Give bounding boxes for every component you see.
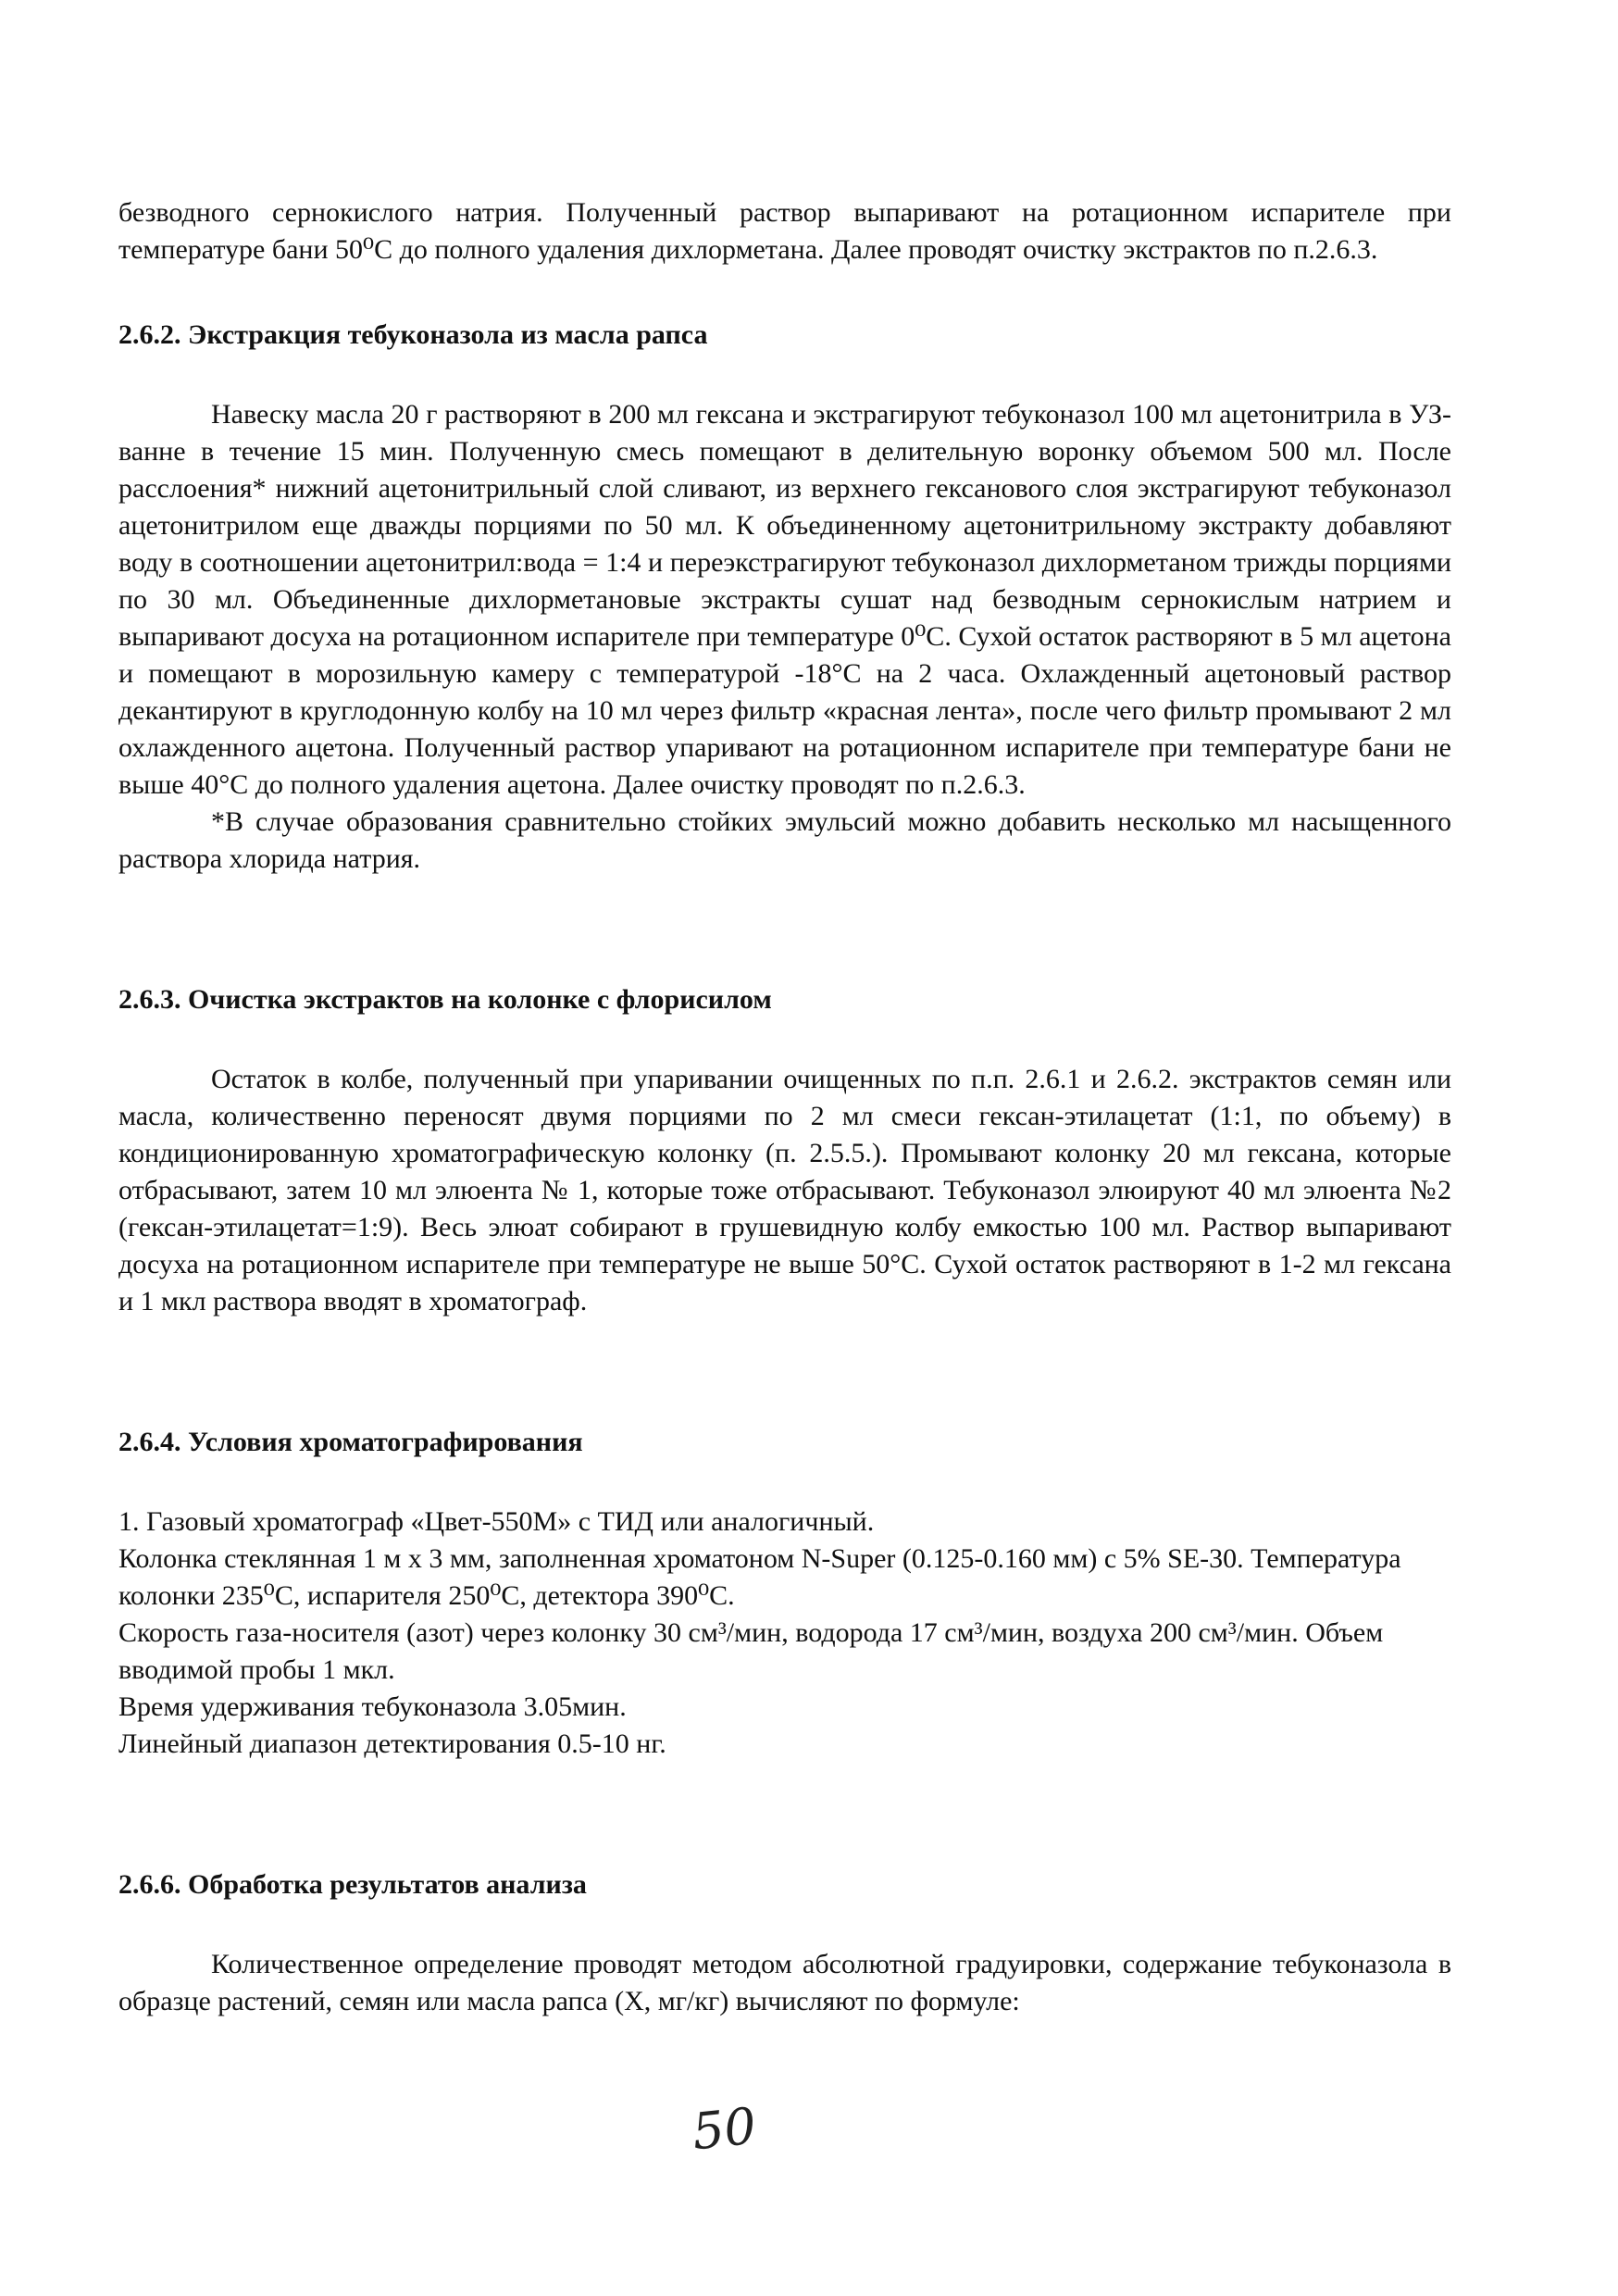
condition-line: 1. Газовый хроматограф «Цвет-550М» с ТИД или аналогичный. [118,1506,875,1537]
intro-paragraph: безводного сернокислого натрия. Полученный раствор выпаривают на ротационном испарителе при температуре бани 50⁰C до полного удаления дихлорметана. Далее проводят очистку экстрактов по п.2.6.3. [118,197,1451,265]
section-2-6-3-heading: 2.6.3. Очистка экстрактов на колонке с флорисилом [118,984,772,1015]
section-2-6-2-heading: 2.6.2. Экстракция тебуконазола из масла рапса [118,319,708,350]
document-page [118,194,1451,2020]
condition-line: Время удерживания тебуконазола 3.05мин. [118,1691,627,1722]
section-2-6-4-heading: 2.6.4. Условия хроматографирования [118,1427,583,1457]
handwritten-page-number: 50 [689,2096,759,2162]
condition-line: Колонка стеклянная 1 м х 3 мм, заполненная хроматоном N-Super (0.125-0.160 мм) с 5% SE-30. Температура колонки 235⁰С, испарителя 250⁰С, детектора 390⁰С. [118,1543,1401,1611]
section-2-6-6-heading: 2.6.6. Обработка результатов анализа [118,1869,587,1900]
section-2-6-3-body: Остаток в колбе, полученный при упаривании очищенных по п.п. 2.6.1 и 2.6.2. экстрактов семян или масла, количественно переносят двумя порциями по 2 мл смеси гексан-этилацетат (1:1, по объему) в кондиционированную хроматографическую колонку (п. 2.5.5.). Промывают колонку 20 мл гексана, которые отбрасывают, затем 10 мл элюента № 1, которые тоже отбрасывают. Тебуконазол элюируют 40 мл элюента №2 (гексан-этилацетат=1:9). Весь элюат собирают в грушевидную колбу емкостью 100 мл. Раствор выпаривают досуха на ротационном испарителе при температуре не выше 50°С. Сухой остаток растворяют в 1-2 мл гексана и 1 мкл раствора вводят в хроматограф. [118,1064,1451,1316]
section-2-6-2-body: Навеску масла 20 г растворяют в 200 мл гексана и экстрагируют тебуконазол 100 мл ацетонитрила в УЗ-ванне в течение 15 мин. Полученную смесь помещают в делительную воронку объемом 500 мл. После расслоения* нижний ацетонитрильный слой сливают, из верхнего гексанового слоя экстрагируют тебуконазол ацетонитрилом еще дважды порциями по 50 мл. К объединенному ацетонитрильному экстракту добавляют воду в соотношении ацетонитрил:вода = 1:4 и переэкстрагируют тебуконазол дихлорметаном трижды порциями по 30 мл. Объединенные дихлорметановые экстракты сушат над безводным сернокислым натрием и выпаривают досуха на ротационном испарителе при температуре 0⁰С. Сухой остаток растворяют в 5 мл ацетона и помещают в морозильную камеру с температурой -18°С на 2 часа. Охлажденный ацетоновый раствор декантируют в круглодонную колбу на 10 мл через фильтр «красная лента», после чего фильтр промывают 2 мл охлажденного ацетона. Полученный раствор упаривают на ротационном испарителе при температуре бани не выше 40°С до полного удаления ацетона. Далее очистку проводят по п.2.6.3. [118,399,1451,800]
section-2-6-2-footnote: *В случае образования сравнительно стойких эмульсий можно добавить несколько мл насыщенного раствора хлорида натрия. [118,806,1451,874]
section-2-6-6-body: Количественное определение проводят методом абсолютной градуировки, содержание тебуконазола в образце растений, семян или масла рапса (Х, мг/кг) вычисляют по формуле: [118,1949,1451,2016]
condition-line: Линейный диапазон детектирования 0.5-10 нг. [118,1728,666,1759]
chromatography-conditions [118,1504,1451,1763]
condition-line: Скорость газа-носителя (азот) через колонку 30 см³/мин, водорода 17 см³/мин, воздуха 200 см³/мин. Объем вводимой пробы 1 мкл. [118,1617,1384,1685]
